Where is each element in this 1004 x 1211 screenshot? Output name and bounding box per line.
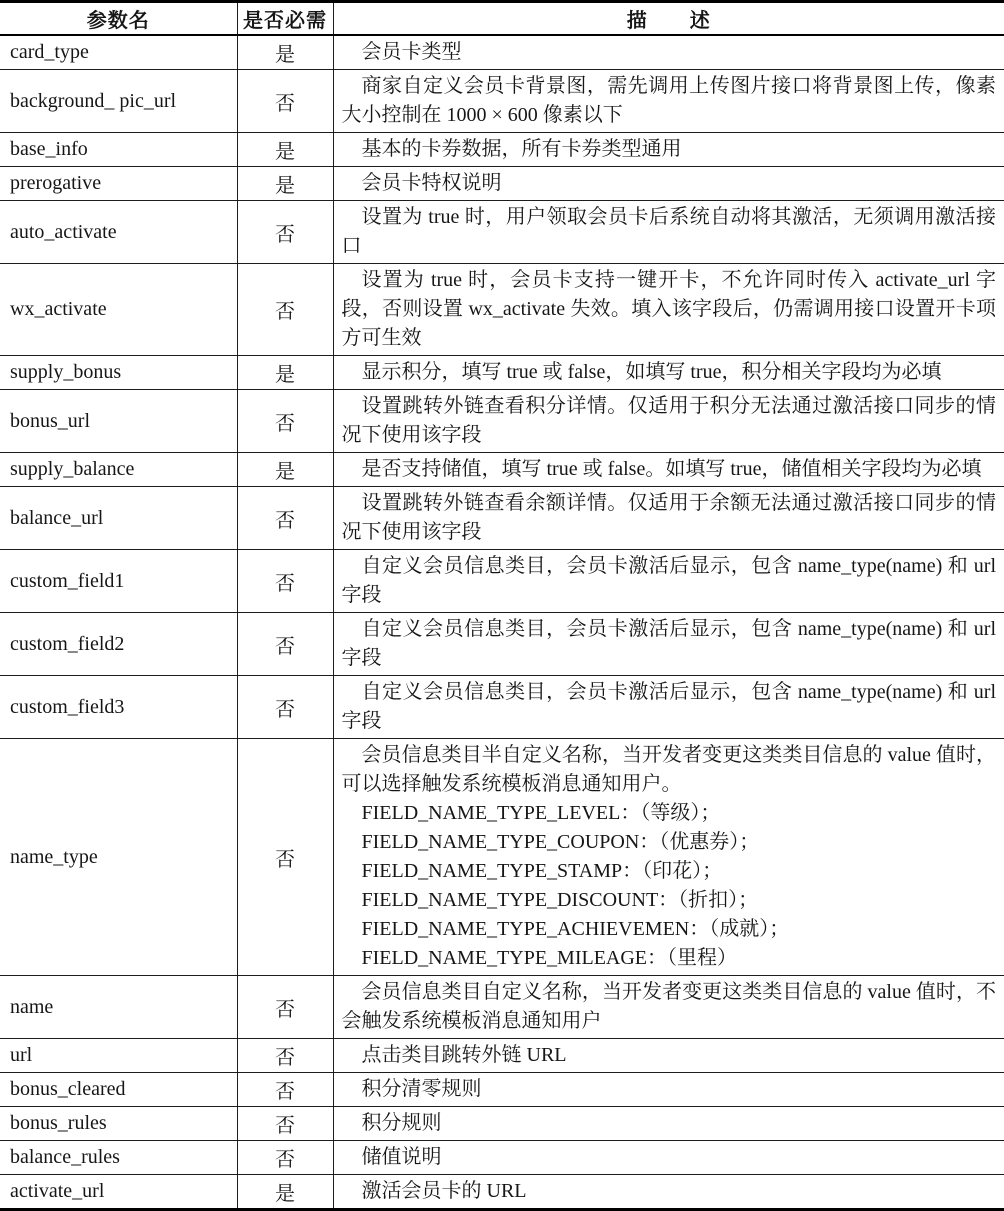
- description-paragraph: FIELD_NAME_TYPE_STAMP：（印花）；: [361, 860, 723, 882]
- required-cell: 否: [237, 1107, 333, 1141]
- description-cell: [333, 676, 1004, 739]
- table-row: [0, 167, 1004, 201]
- required-cell: 否: [237, 739, 333, 976]
- description-cell: [333, 1141, 1004, 1175]
- description-paragraph: 储值说明: [361, 1146, 442, 1168]
- param-name-cell: auto_activate: [10, 220, 117, 243]
- table-row: [0, 35, 1004, 70]
- table-row: [0, 1141, 1004, 1175]
- description-cell: [333, 1073, 1004, 1107]
- col-header-param-name: 参数名: [86, 10, 150, 32]
- param-name-cell: custom_field2: [10, 632, 125, 655]
- required-cell: 否: [237, 1073, 333, 1107]
- param-name-cell: supply_balance: [10, 458, 135, 480]
- description-paragraph: FIELD_NAME_TYPE_DISCOUNT：（折扣）；: [361, 889, 759, 911]
- description-paragraph: 激活会员卡的 URL: [361, 1180, 527, 1202]
- table-row: [0, 739, 1004, 976]
- description-paragraph: 显示积分，填写 true 或 false，如填写 true，积分相关字段均为必填: [361, 361, 942, 383]
- description-cell: [333, 487, 1004, 550]
- required-cell: 是: [237, 1175, 333, 1210]
- param-name-cell: wx_activate: [10, 298, 107, 320]
- required-cell: 否: [237, 201, 333, 264]
- table-row: [0, 1039, 1004, 1073]
- param-name-cell: supply_bonus: [10, 361, 122, 383]
- table-header: [0, 2, 1004, 36]
- required-cell: 否: [237, 70, 333, 133]
- description-cell: [333, 613, 1004, 676]
- description-paragraph: 自定义会员信息类目，会员卡激活后显示，包含 name_type(name) 和 url 字段: [341, 681, 996, 732]
- table-row: [0, 201, 1004, 264]
- description-paragraph: 设置跳转外链查看积分详情。仅适用于积分无法通过激活接口同步的情况下使用该字段: [341, 395, 996, 446]
- required-cell: 是: [237, 453, 333, 487]
- table-row: [0, 676, 1004, 739]
- description-cell: [333, 1107, 1004, 1141]
- description-paragraph: 积分清零规则: [361, 1078, 482, 1100]
- description-paragraph: FIELD_NAME_TYPE_LEVEL：（等级）；: [361, 802, 721, 824]
- param-name-cell: custom_field3: [10, 695, 125, 718]
- description-paragraph: 设置为 true 时，会员卡支持一键开卡，不允许同时传入 activate_url 字段，否则设置 wx_activate 失效。填入该字段后，仍需调用接口设置开卡项方可生效: [341, 269, 996, 349]
- description-paragraph: 设置跳转外链查看余额详情。仅适用于余额无法通过激活接口同步的情况下使用该字段: [341, 492, 996, 543]
- required-cell: 是: [237, 35, 333, 70]
- description-cell: [333, 167, 1004, 201]
- description-paragraph: 点击类目跳转外链 URL: [361, 1044, 567, 1066]
- description-paragraph: FIELD_NAME_TYPE_ACHIEVEMEN：（成就）；: [361, 918, 790, 940]
- required-cell: 否: [237, 487, 333, 550]
- param-name-cell: balance_rules: [10, 1146, 120, 1168]
- table-row: [0, 613, 1004, 676]
- description-cell: [333, 133, 1004, 167]
- param-name-cell: bonus_rules: [10, 1112, 107, 1134]
- required-cell: 是: [237, 133, 333, 167]
- param-name-cell: name: [10, 995, 54, 1018]
- table-row: [0, 1073, 1004, 1107]
- description-paragraph: FIELD_NAME_TYPE_MILEAGE：（里程）: [361, 947, 738, 969]
- description-paragraph: 自定义会员信息类目，会员卡激活后显示，包含 name_type(name) 和 url 字段: [341, 555, 996, 606]
- required-cell: 否: [237, 1039, 333, 1073]
- param-name-cell: custom_field1: [10, 569, 125, 592]
- description-paragraph: 会员信息类目半自定义名称，当开发者变更这类类目信息的 value 值时，可以选择触发系统模板消息通知用户。: [341, 744, 996, 795]
- table-row: [0, 70, 1004, 133]
- description-paragraph: 是否支持储值，填写 true 或 false。如填写 true，储值相关字段均为必填: [361, 458, 982, 480]
- param-name-cell: balance_url: [10, 506, 104, 529]
- description-cell: [333, 739, 1004, 976]
- required-cell: 否: [237, 676, 333, 739]
- table-row: [0, 976, 1004, 1039]
- table-body: [0, 35, 1004, 1210]
- description-cell: [333, 356, 1004, 390]
- table-row: [0, 356, 1004, 390]
- col-header-required: 是否必需: [237, 2, 333, 36]
- table-row: [0, 487, 1004, 550]
- table-row: [0, 133, 1004, 167]
- description-cell: [333, 390, 1004, 453]
- description-paragraph: 积分规则: [361, 1112, 442, 1134]
- param-name-cell: activate_url: [10, 1180, 105, 1202]
- required-cell: 否: [237, 976, 333, 1039]
- param-name-cell: prerogative: [10, 172, 102, 194]
- required-cell: 否: [237, 613, 333, 676]
- table-row: [0, 1175, 1004, 1210]
- required-cell: 否: [237, 550, 333, 613]
- description-cell: [333, 35, 1004, 70]
- param-name-cell: card_type: [10, 41, 89, 63]
- description-cell: [333, 1175, 1004, 1210]
- param-name-cell: bonus_url: [10, 409, 90, 432]
- col-header-description: 描 述: [333, 2, 1004, 36]
- param-name-cell: name_type: [10, 845, 98, 868]
- param-name-cell: base_info: [10, 138, 88, 160]
- required-cell: 是: [237, 356, 333, 390]
- description-paragraph: 会员信息类目自定义名称，当开发者变更这类类目信息的 value 值时，不会触发系统模板消息通知用户: [341, 981, 996, 1032]
- required-cell: 是: [237, 167, 333, 201]
- param-name-cell: url: [10, 1044, 33, 1066]
- description-cell: [333, 976, 1004, 1039]
- required-cell: 否: [237, 390, 333, 453]
- param-name-cell: background_ pic_url: [10, 89, 177, 112]
- description-paragraph: 商家自定义会员卡背景图，需先调用上传图片接口将背景图上传，像素大小控制在 1000 × 600 像素以下: [341, 75, 996, 126]
- description-cell: [333, 70, 1004, 133]
- description-cell: [333, 264, 1004, 356]
- description-paragraph: 会员卡特权说明: [361, 172, 502, 194]
- table-row: [0, 453, 1004, 487]
- description-cell: [333, 201, 1004, 264]
- description-paragraph: FIELD_NAME_TYPE_COUPON：（优惠券）；: [361, 831, 760, 853]
- description-paragraph: 自定义会员信息类目，会员卡激活后显示，包含 name_type(name) 和 url 字段: [341, 618, 996, 669]
- table-row: [0, 550, 1004, 613]
- description-paragraph: 基本的卡券数据，所有卡券类型通用: [361, 138, 682, 160]
- description-cell: [333, 550, 1004, 613]
- table-row: [0, 1107, 1004, 1141]
- table-header-row: [0, 2, 1004, 36]
- description-cell: [333, 1039, 1004, 1073]
- param-name-cell: bonus_cleared: [10, 1078, 126, 1100]
- description-paragraph: 会员卡类型: [361, 41, 462, 63]
- description-paragraph: 设置为 true 时，用户领取会员卡后系统自动将其激活，无须调用激活接口: [341, 206, 996, 257]
- required-cell: 否: [237, 264, 333, 356]
- required-cell: 否: [237, 1141, 333, 1175]
- description-cell: [333, 453, 1004, 487]
- table-row: [0, 390, 1004, 453]
- table-row: [0, 264, 1004, 356]
